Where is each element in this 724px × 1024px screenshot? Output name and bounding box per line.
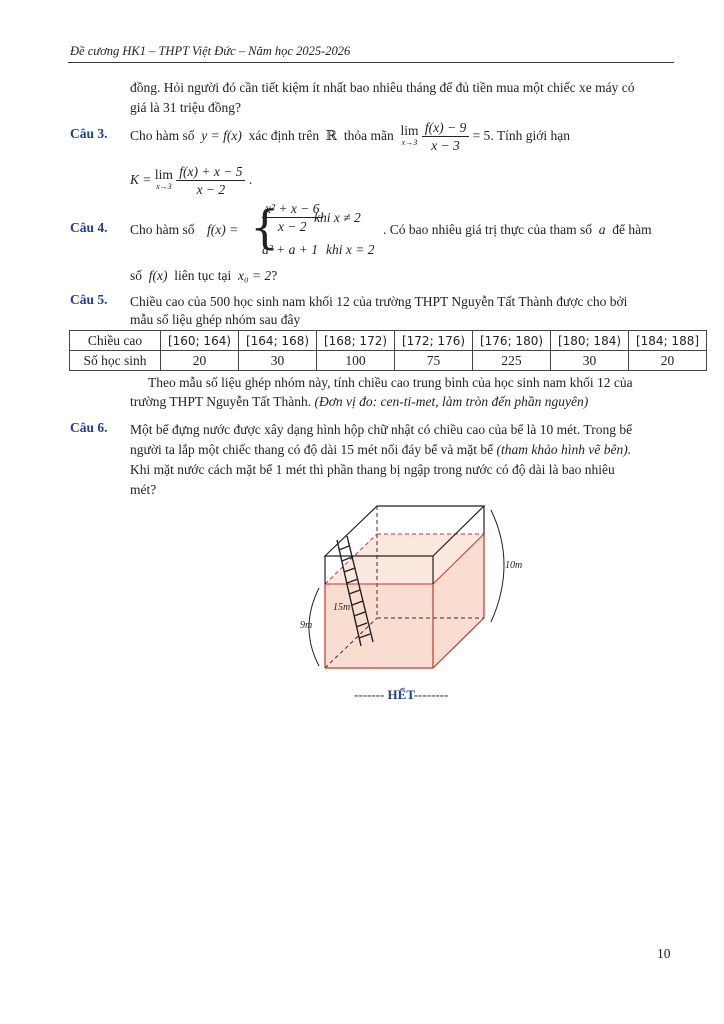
- question-3-label: Câu 3.: [70, 126, 108, 141]
- q5-after-line-1: Theo mẫu số liệu ghép nhóm này, tính chiều cao trung bình của học sinh nam khối 12 của: [148, 375, 633, 390]
- q4-text-5: liên tục tại: [174, 268, 232, 283]
- q6-line-3: Khi mặt nước cách mặt bể 1 mét thì phần thang bị ngập trong nước có độ dài là bao nhiêu: [130, 462, 615, 477]
- q3-K: K =: [130, 172, 152, 187]
- q4-param-a: a: [598, 222, 606, 237]
- q3-fraction-1: [422, 119, 469, 154]
- q6-figure-note: (tham khảo hình vẽ bên).: [496, 442, 632, 457]
- q5-unit-note: (Đơn vị đo: cen-ti-met, làm tròn đến phần nguyên): [314, 394, 589, 409]
- q4-denominator: x − 2: [277, 219, 307, 234]
- table-row: [70, 331, 707, 351]
- q3-lim-word-1: lim: [400, 122, 419, 138]
- page-number: 10: [657, 946, 671, 961]
- interval-cell: [176; 180): [473, 331, 551, 351]
- end-marker: ------- HẾT--------: [354, 687, 449, 702]
- q3-fraction-2: [176, 163, 245, 198]
- q4-condition-1: khi x ≠ 2: [314, 210, 361, 225]
- dimension-arc-10m: [491, 510, 504, 622]
- q3-real-set: ℝ: [325, 128, 338, 143]
- header-rule: [68, 62, 674, 63]
- continuation-line-2: giá là 31 triệu đồng?: [130, 100, 241, 115]
- question-3-line-1: [130, 114, 675, 158]
- q3-lim-sub-2: x→3: [156, 181, 172, 191]
- q5-line-2: mẫu số liệu ghép nhóm sau đây: [130, 312, 301, 327]
- q5-line-1: Chiều cao của 500 học sinh nam khối 12 của trường THPT Nguyễn Tất Thành được cho bởi: [130, 294, 628, 309]
- interval-cell: [180; 184): [551, 331, 629, 351]
- q3-numerator-1: f(x) − 9: [422, 119, 469, 137]
- interval-cell: [160; 164): [161, 331, 239, 351]
- q4-fn: f(x): [148, 268, 168, 283]
- q4-piece-2: a² + a + 1: [262, 242, 319, 257]
- q4-fx: f(x) =: [207, 222, 239, 237]
- q3-numerator-2: f(x) + x − 5: [176, 163, 245, 181]
- q3-limit-2: [154, 166, 173, 193]
- label-10m: 10m: [505, 560, 523, 571]
- q6-line-2-text: người ta lắp một chiếc thang có độ dài 15 mét nối đáy bể và mặt bể: [130, 442, 494, 457]
- q3-text-1: Cho hàm số: [130, 128, 195, 143]
- q3-denominator-1: x − 3: [431, 138, 460, 154]
- tank-figure: [295, 500, 531, 676]
- count-cell: 100: [317, 351, 395, 371]
- count-cell: 20: [161, 351, 239, 371]
- q6-line-4: mét?: [130, 482, 157, 497]
- q4-left-brace: {: [250, 200, 280, 254]
- count-cell: 20: [629, 351, 707, 371]
- q3-text-3: thỏa mãn: [343, 128, 394, 143]
- q3-limit-1: [400, 122, 419, 149]
- q6-line-2: [130, 440, 631, 460]
- q4-numerator: x² + x − 6: [262, 200, 323, 218]
- question-4-line-2: [130, 266, 277, 286]
- q3-equals-5: = 5: [472, 128, 491, 143]
- q4-text-4: số: [130, 268, 143, 283]
- q4-line-1-rest: [383, 220, 652, 240]
- count-cell: 75: [395, 351, 473, 371]
- count-cell: 225: [473, 351, 551, 371]
- interval-cell: [184; 188]: [629, 331, 707, 351]
- q3-text-4: . Tính giới hạn: [490, 128, 570, 143]
- question-6-label: Câu 6.: [70, 420, 108, 435]
- height-data-table: [69, 330, 707, 371]
- q4-text-3: để hàm: [612, 222, 652, 237]
- row-label-height: Chiều cao: [70, 331, 161, 351]
- q4-x0: x₀ = 2: [237, 268, 272, 283]
- q3-end: .: [248, 172, 253, 187]
- interval-cell: [168; 172): [317, 331, 395, 351]
- q4-text-2: . Có bao nhiêu giá trị thực của tham số: [383, 222, 593, 237]
- q3-function: y = f(x): [201, 128, 242, 143]
- q5-after-line-2: [130, 392, 588, 412]
- row-label-students: Số học sinh: [70, 351, 161, 371]
- interval-cell: [172; 176): [395, 331, 473, 351]
- water-front: [325, 584, 433, 668]
- page-header: Đề cương HK1 – THPT Việt Đức – Năm học 2025-2026: [70, 44, 351, 58]
- q3-text-2: xác định trên: [248, 128, 320, 143]
- question-5-label: Câu 5.: [70, 292, 108, 307]
- interval-cell: [164; 168): [239, 331, 317, 351]
- q4-text-1: Cho hàm số: [130, 222, 195, 237]
- q3-denominator-2: x − 2: [196, 182, 226, 198]
- question-3-line-2: [130, 158, 252, 202]
- q3-lim-sub-1: x→3: [401, 137, 418, 147]
- table-row: [70, 351, 707, 371]
- continuation-line-1: đồng. Hỏi người đó cần tiết kiệm ít nhất bao nhiêu tháng để đủ tiền mua một chiếc xe máy có: [130, 80, 635, 95]
- q6-line-1: Một bể đựng nước được xây dạng hình hộp chữ nhật có chiều cao của bể là 10 mét. Trong bể: [130, 422, 633, 437]
- q4-text-6: ?: [271, 268, 278, 283]
- q5-school: trường THPT Nguyễn Tất Thành.: [130, 394, 312, 409]
- label-9m: 9m: [300, 620, 313, 631]
- question-4-label: Câu 4.: [70, 220, 108, 235]
- q3-lim-word-2: lim: [154, 166, 173, 182]
- count-cell: 30: [551, 351, 629, 371]
- count-cell: 30: [239, 351, 317, 371]
- label-15m: 15m: [333, 602, 351, 613]
- q4-condition-2: khi x = 2: [326, 242, 375, 257]
